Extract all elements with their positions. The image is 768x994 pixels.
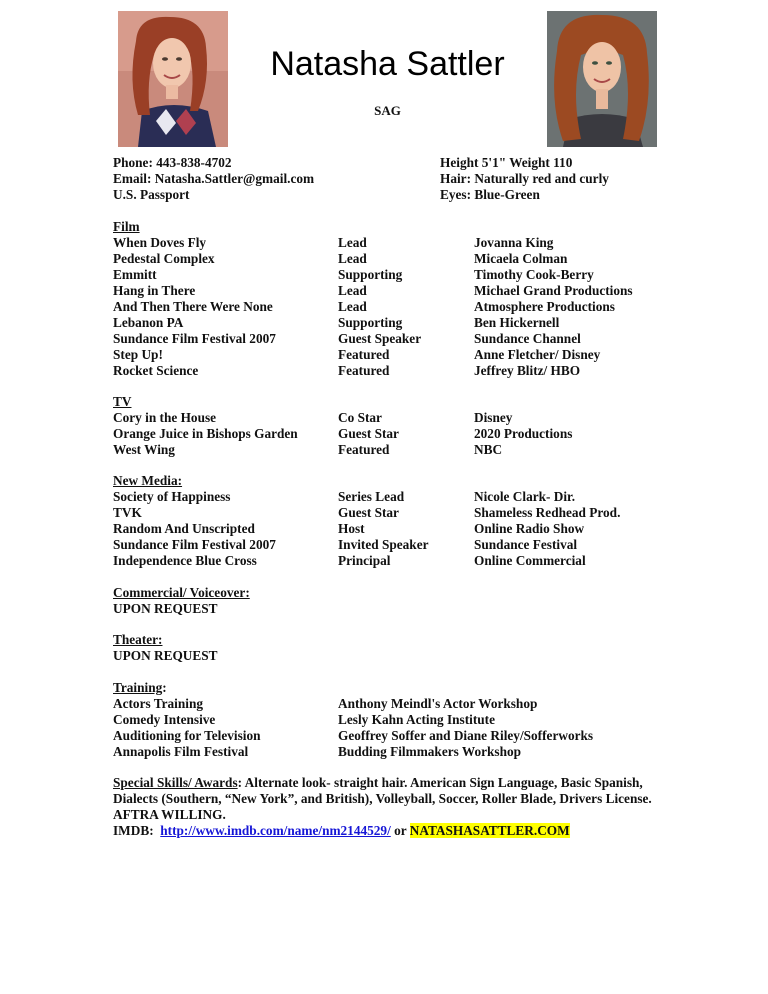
credit-title: Rocket Science — [113, 363, 199, 378]
imdb-label: IMDB: — [113, 823, 154, 838]
credit-director: Micaela Colman — [474, 251, 568, 266]
credit-row — [113, 537, 693, 553]
credit-director: Sundance Channel — [474, 331, 581, 346]
credit-director: Ben Hickernell — [474, 315, 560, 330]
credit-title: Independence Blue Cross — [113, 553, 257, 568]
credit-row — [113, 553, 693, 569]
credit-row — [113, 410, 693, 426]
credit-director: Atmosphere Productions — [474, 299, 615, 314]
special-skills-paragraph — [113, 775, 673, 823]
credit-role: Host — [338, 521, 365, 536]
credit-role: Co Star — [338, 410, 382, 425]
credit-role: Principal — [338, 553, 391, 568]
credit-title: Sundance Film Festival 2007 — [113, 537, 276, 552]
credit-row — [113, 426, 693, 442]
credit-title: Lebanon PA — [113, 315, 184, 330]
special-skills-text: : Alternate look- straight hair. American Sign Language, Basic Spanish, Dialects (Southern, “New York”, and British), Volleyball, Soccer, Roller Blade, Drivers License. AFTRA WILLING. — [113, 775, 652, 822]
training-school: Geoffrey Soffer and Diane Riley/Sofferworks — [338, 728, 594, 743]
credit-title: Hang in There — [113, 283, 196, 298]
hair-line: Hair: Naturally red and curly — [440, 171, 609, 186]
tv-section — [113, 394, 693, 458]
credit-row — [113, 347, 693, 363]
credit-row — [113, 363, 693, 379]
height-weight-line: Height 5'1" Weight 110 — [440, 155, 573, 170]
eyes-line: Eyes: Blue-Green — [440, 187, 540, 202]
training-course: Auditioning for Television — [113, 728, 261, 743]
credit-producer: Sundance Festival — [474, 537, 578, 552]
contact-info — [113, 155, 314, 203]
credit-row — [113, 521, 693, 537]
tv-heading: TV — [113, 394, 132, 409]
credit-title: Pedestal Complex — [113, 251, 215, 266]
credit-title: West Wing — [113, 442, 175, 457]
credit-role: Featured — [338, 347, 390, 362]
credit-role: Featured — [338, 363, 390, 378]
training-heading-colon: : — [162, 680, 167, 695]
credit-row — [113, 489, 693, 505]
imdb-link[interactable]: http://www.imdb.com/name/nm2144529/ — [160, 823, 391, 838]
training-school: Lesly Kahn Acting Institute — [338, 712, 495, 727]
credit-producer: Nicole Clark- Dir. — [474, 489, 576, 504]
passport-line: U.S. Passport — [113, 187, 190, 202]
new-media-heading: New Media: — [113, 473, 183, 488]
credit-row — [113, 315, 693, 331]
theater-heading: Theater: — [113, 632, 163, 647]
credit-title: When Doves Fly — [113, 235, 207, 250]
film-section — [113, 219, 693, 379]
credit-producer: Online Commercial — [474, 553, 586, 568]
headshot-right-image — [547, 11, 657, 147]
credit-director: Michael Grand Productions — [474, 283, 633, 298]
credit-role: Guest Star — [338, 426, 399, 441]
training-section — [113, 680, 693, 760]
credit-row — [113, 331, 693, 347]
training-row — [113, 728, 693, 744]
physical-stats — [440, 155, 609, 203]
training-school: Anthony Meindl's Actor Workshop — [338, 696, 538, 711]
credit-director: Jeffrey Blitz/ HBO — [474, 363, 581, 378]
phone-line: Phone: 443-838-4702 — [113, 155, 232, 170]
credit-role: Featured — [338, 442, 390, 457]
actor-name: Natasha Sattler — [270, 45, 505, 83]
training-school: Budding Filmmakers Workshop — [338, 744, 522, 759]
credit-row — [113, 267, 693, 283]
credit-network: NBC — [474, 442, 503, 457]
headshot-photo-right — [547, 11, 657, 147]
commercial-heading: Commercial/ Voiceover: — [113, 585, 250, 600]
special-skills-label: Special Skills/ Awards — [113, 775, 238, 790]
credit-role: Supporting — [338, 315, 403, 330]
headshot-photo-left — [118, 11, 228, 147]
credit-title: Sundance Film Festival 2007 — [113, 331, 276, 346]
credit-role: Supporting — [338, 267, 403, 282]
credit-title: Random And Unscripted — [113, 521, 255, 536]
training-heading-line — [113, 680, 693, 696]
credit-role: Lead — [338, 299, 367, 314]
training-heading: Training — [113, 680, 163, 695]
credit-network: Disney — [474, 410, 513, 425]
theater-value: UPON REQUEST — [113, 648, 218, 663]
training-row — [113, 696, 693, 712]
credit-title: TVK — [113, 505, 142, 520]
credit-role: Invited Speaker — [338, 537, 429, 552]
credit-title: Emmitt — [113, 267, 157, 282]
credit-director: Jovanna King — [474, 235, 554, 250]
credit-director: Timothy Cook-Berry — [474, 267, 594, 282]
credit-producer: Shameless Redhead Prod. — [474, 505, 621, 520]
credit-role: Series Lead — [338, 489, 405, 504]
training-course: Comedy Intensive — [113, 712, 216, 727]
commercial-section — [113, 585, 693, 617]
credit-row — [113, 251, 693, 267]
special-skills-section — [113, 775, 673, 839]
credit-network: 2020 Productions — [474, 426, 573, 441]
training-row — [113, 744, 693, 760]
credit-role: Lead — [338, 251, 367, 266]
imdb-or: or — [394, 823, 407, 838]
training-course: Actors Training — [113, 696, 204, 711]
credit-row — [113, 283, 693, 299]
film-heading: Film — [113, 219, 140, 234]
credit-title: And Then There Were None — [113, 299, 273, 314]
credit-role: Lead — [338, 283, 367, 298]
headshot-left-image — [118, 11, 228, 147]
email-line: Email: Natasha.Sattler@gmail.com — [113, 171, 315, 186]
union-affiliation: SAG — [374, 103, 401, 118]
credit-role: Guest Star — [338, 505, 399, 520]
credit-row — [113, 505, 693, 521]
credit-director: Anne Fletcher/ Disney — [474, 347, 601, 362]
commercial-value: UPON REQUEST — [113, 601, 218, 616]
credit-producer: Online Radio Show — [474, 521, 585, 536]
credit-row — [113, 442, 693, 458]
theater-section — [113, 632, 693, 664]
credit-title: Step Up! — [113, 347, 163, 362]
credit-role: Guest Speaker — [338, 331, 422, 346]
imdb-line — [113, 823, 673, 839]
training-course: Annapolis Film Festival — [113, 744, 249, 759]
credit-title: Society of Happiness — [113, 489, 231, 504]
credit-role: Lead — [338, 235, 367, 250]
credit-title: Orange Juice in Bishops Garden — [113, 426, 298, 441]
credit-title: Cory in the House — [113, 410, 217, 425]
credit-row — [113, 299, 693, 315]
new-media-section — [113, 473, 693, 569]
website-highlight: NATASHASATTLER.COM — [409, 823, 570, 838]
credit-row — [113, 235, 693, 251]
training-row — [113, 712, 693, 728]
